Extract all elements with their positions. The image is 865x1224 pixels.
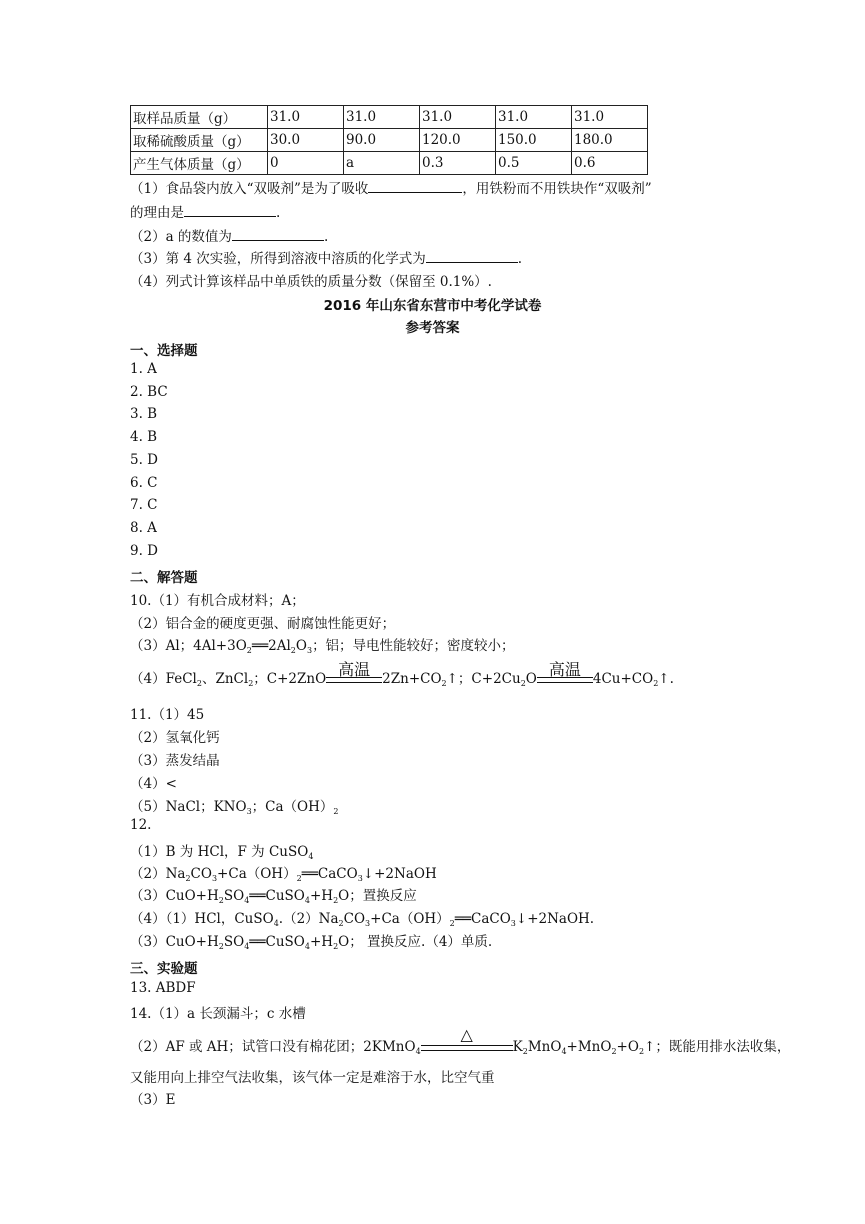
q10-l4-mid: $2Zn+CO_2↑$；$C+2Cu_2O$ bbox=[382, 671, 537, 688]
choice-answer-5: 5. D bbox=[130, 451, 158, 468]
choice-answer-9: 9. D bbox=[130, 542, 158, 559]
table-cell: a bbox=[344, 152, 420, 175]
q14-line-2 bbox=[130, 1025, 791, 1056]
q11-line-5: （5）NaCl；$KNO_3$；$Ca(OH)_2$ bbox=[130, 799, 339, 816]
table-cell: 0.3 bbox=[420, 152, 496, 175]
choice-answer-8: 8. A bbox=[130, 519, 157, 536]
table-cell: 0 bbox=[268, 152, 344, 175]
q12-line-6: $(3)CuO+H_2SO_4══CuSO_4+H_2O$； 置换反应.（4）单质. bbox=[130, 934, 493, 951]
q14-line-4: （3）E bbox=[130, 1092, 176, 1108]
answer-blank-4 bbox=[426, 248, 518, 263]
question-3 bbox=[130, 247, 522, 267]
q11-line-1: 11.（1）45 bbox=[130, 707, 205, 723]
cond-text: 高温 bbox=[338, 660, 371, 679]
table-cell: 31.0 bbox=[344, 106, 420, 129]
section-choice-heading: 一、选择题 bbox=[130, 343, 198, 359]
q10-line-2: （2）铝合金的硬度更强、耐腐蚀性能更好； bbox=[130, 616, 396, 632]
question-2-text: （2）a 的数值为 bbox=[130, 229, 232, 245]
table-cell: 180.0 bbox=[572, 129, 648, 152]
choice-answer-6: 6. C bbox=[130, 474, 158, 491]
cond-text: 高温 bbox=[548, 660, 581, 679]
cond-text: △ bbox=[460, 1025, 473, 1044]
q11-line-3: （3）蒸发结晶 bbox=[130, 753, 220, 769]
period: . bbox=[517, 251, 523, 267]
choice-answer-4: 4. B bbox=[130, 429, 158, 446]
row-label: 取样品质量（g） bbox=[131, 106, 268, 129]
q11-line-4: （4）< bbox=[130, 776, 177, 792]
section-answer-heading: 二、解答题 bbox=[130, 570, 198, 586]
question-4: （4）列式计算该样品中单质铁的质量分数（保留至 0.1%）. bbox=[130, 274, 492, 290]
period: . bbox=[276, 205, 281, 221]
question-1-line-2 bbox=[130, 201, 280, 221]
question-1-line-1 bbox=[130, 177, 652, 197]
section-experiment-heading: 三、实验题 bbox=[130, 961, 198, 977]
question-2 bbox=[130, 225, 328, 245]
table-cell: 31.0 bbox=[268, 106, 344, 129]
period: . bbox=[323, 229, 329, 245]
table-cell: 31.0 bbox=[496, 106, 572, 129]
answer-blank-2 bbox=[184, 202, 276, 217]
q10-line-1: 10.（1）有机合成材料；A； bbox=[130, 593, 305, 609]
table-row bbox=[131, 152, 648, 175]
table-cell: 30.0 bbox=[268, 129, 344, 152]
question-1-text-b: ，用铁粉而不用铁块作“双吸剂” bbox=[462, 181, 652, 197]
row-label: 取稀硫酸质量（g） bbox=[131, 129, 268, 152]
table-cell: 0.6 bbox=[572, 152, 648, 175]
row-label: 产生气体质量（g） bbox=[131, 152, 268, 175]
q10-line-3: （3）Al；$4Al+3O_2══2Al_2O_3$；铝；导电性能较好；密度较小； bbox=[130, 638, 515, 655]
q11-line-2: （2）氢氧化钙 bbox=[130, 730, 220, 746]
answer-subtitle: 参考答案 bbox=[405, 320, 460, 336]
table-cell: 31.0 bbox=[420, 106, 496, 129]
q14-line-3: 又能用向上排空气法收集，该气体一定是难溶于水，比空气重 bbox=[130, 1070, 495, 1086]
q12-line-1: 12. bbox=[130, 817, 152, 833]
table-cell: 150.0 bbox=[496, 129, 572, 152]
high-temp-condition-1 bbox=[326, 660, 382, 687]
q14-l2-pre: （2）AF 或 AH；试管口没有棉花团；2KMnO$_4$ bbox=[130, 1039, 421, 1056]
q14-line-1: 14.（1）a 长颈漏斗；c 水槽 bbox=[130, 1006, 306, 1022]
question-1-text-a: （1）食品袋内放入“双吸剂”是为了吸收 bbox=[130, 181, 369, 197]
heat-condition bbox=[421, 1025, 513, 1055]
answer-blank-1 bbox=[368, 178, 462, 193]
q12-line-2: （1）B 为 HCl，F 为 CuSO$_4$ bbox=[130, 844, 314, 861]
q13-answer: 13. ABDF bbox=[130, 980, 196, 996]
choice-answer-7: 7. C bbox=[130, 497, 158, 514]
high-temp-condition-2 bbox=[537, 660, 593, 687]
q12-line-5: （4）（1）HCl，$CuSO_4.(2)Na_2CO_3+Ca(OH)_2══CaCO_3↓+2NaOH$. bbox=[130, 911, 595, 928]
table-cell: 90.0 bbox=[344, 129, 420, 152]
question-1-text-c: 的理由是 bbox=[130, 205, 184, 221]
choice-answer-3: 3. B bbox=[130, 406, 158, 423]
q10-line-4 bbox=[130, 660, 674, 688]
q14-l2-post: $K_2MnO_4+MnO_2+O_2↑$；既能用排水法收集， bbox=[512, 1039, 791, 1056]
choice-answer-1: 1. A bbox=[130, 361, 157, 377]
q10-l4-post: $4Cu+CO_2↑$. bbox=[592, 671, 674, 688]
question-3-text: （3）第 4 次实验，所得到溶液中溶质的化学式为 bbox=[130, 251, 426, 267]
q10-l4-pre: （4）FeCl$_2$、ZnCl$_2$；C+2ZnO bbox=[130, 671, 327, 688]
table-row bbox=[131, 129, 648, 152]
table-cell: 31.0 bbox=[572, 106, 648, 129]
answer-blank-3 bbox=[232, 226, 324, 241]
table-cell: 0.5 bbox=[496, 152, 572, 175]
answer-title: 2016 年山东省东营市中考化学试卷 bbox=[323, 298, 542, 314]
q12-line-3: $(2)Na_2CO_3+Ca(OH)_2══CaCO_3↓+2NaOH$ bbox=[130, 866, 437, 883]
experiment-data-table bbox=[130, 105, 648, 175]
table-row bbox=[131, 106, 648, 129]
q12-line-4: $(3)CuO+H_2SO_4══CuSO_4+H_2O$；置换反应 bbox=[130, 888, 417, 905]
table-cell: 120.0 bbox=[420, 129, 496, 152]
cond-bar bbox=[421, 1045, 513, 1051]
choice-answer-2: 2. BC bbox=[130, 383, 168, 400]
